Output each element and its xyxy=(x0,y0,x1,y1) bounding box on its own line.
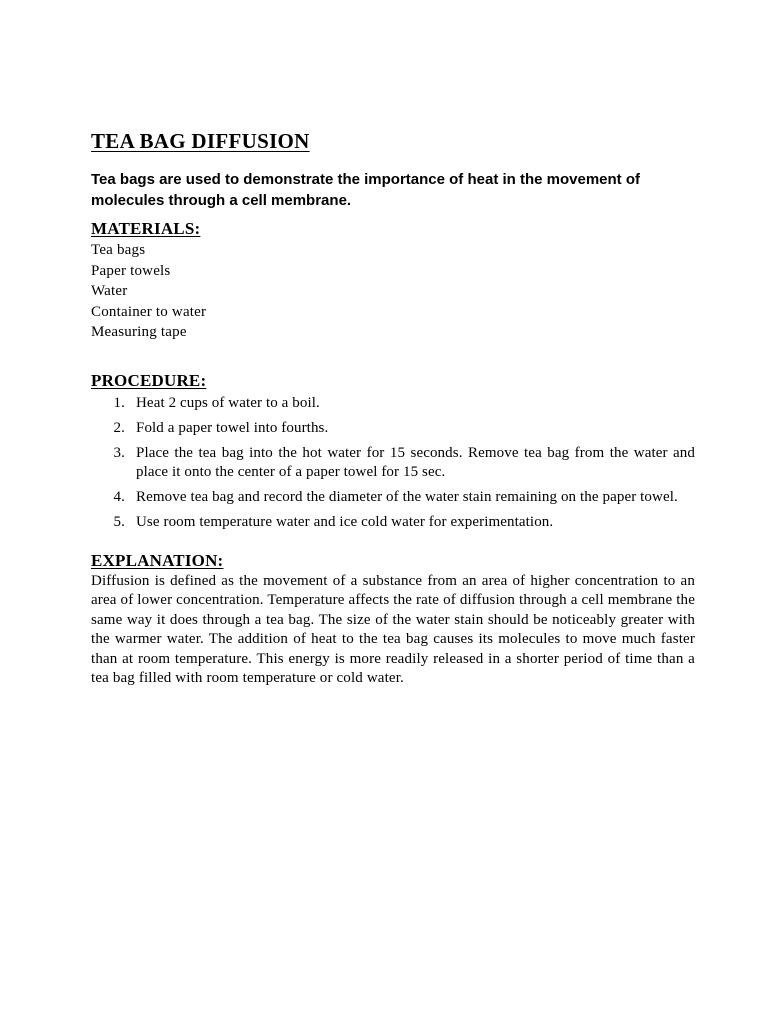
procedure-list xyxy=(91,394,695,532)
document-title: TEA BAG DIFFUSION xyxy=(91,129,310,153)
step-text: Place the tea bag into the hot water for 15 seconds. Remove tea bag from the water and place it onto the center of a paper towel for 15 sec. xyxy=(136,444,695,480)
materials-list xyxy=(91,240,695,343)
step-number: 3. xyxy=(113,444,125,461)
step-text: Heat 2 cups of water to a boil. xyxy=(136,394,320,411)
procedure-step xyxy=(91,513,695,532)
procedure-step xyxy=(91,488,695,507)
materials-item: Paper towels xyxy=(91,262,171,279)
materials-item: Measuring tape xyxy=(91,324,187,340)
procedure-step xyxy=(91,444,695,482)
step-text: Fold a paper towel into fourths. xyxy=(136,419,329,436)
materials-item: Water xyxy=(91,283,128,299)
procedure-step xyxy=(91,419,695,438)
materials-heading: MATERIALS: xyxy=(91,219,201,238)
explanation-heading: EXPLANATION: xyxy=(91,550,224,570)
step-text: Use room temperature water and ice cold water for experimentation. xyxy=(136,513,554,530)
materials-item: Container to water xyxy=(91,303,207,320)
explanation-paragraph: Diffusion is defined as the movement of a substance from an area of higher concentration to an area of lower concentration. Temperature affects the rate of diffusion through a cell membrane the same way it does through a tea bag. The size of the water stain should be noticeably greater with the warmer water. The addition of heat to the tea bag causes its molecules to move much faster than at room temperature. This energy is more readily released in a shorter period of time than a tea bag filled with room temperature or cold water. xyxy=(91,572,695,686)
step-number: 2. xyxy=(113,419,125,436)
materials-item: Tea bags xyxy=(91,242,146,258)
step-number: 5. xyxy=(113,513,125,530)
document-page xyxy=(91,128,695,689)
step-number: 4. xyxy=(113,488,125,505)
procedure-step xyxy=(91,394,695,413)
document-subtitle: Tea bags are used to demonstrate the importance of heat in the movement of molecules through a cell membrane. xyxy=(91,171,640,209)
procedure-heading: PROCEDURE: xyxy=(91,370,207,390)
step-text: Remove tea bag and record the diameter of the water stain remaining on the paper towel. xyxy=(136,488,678,505)
step-number: 1. xyxy=(113,394,125,411)
